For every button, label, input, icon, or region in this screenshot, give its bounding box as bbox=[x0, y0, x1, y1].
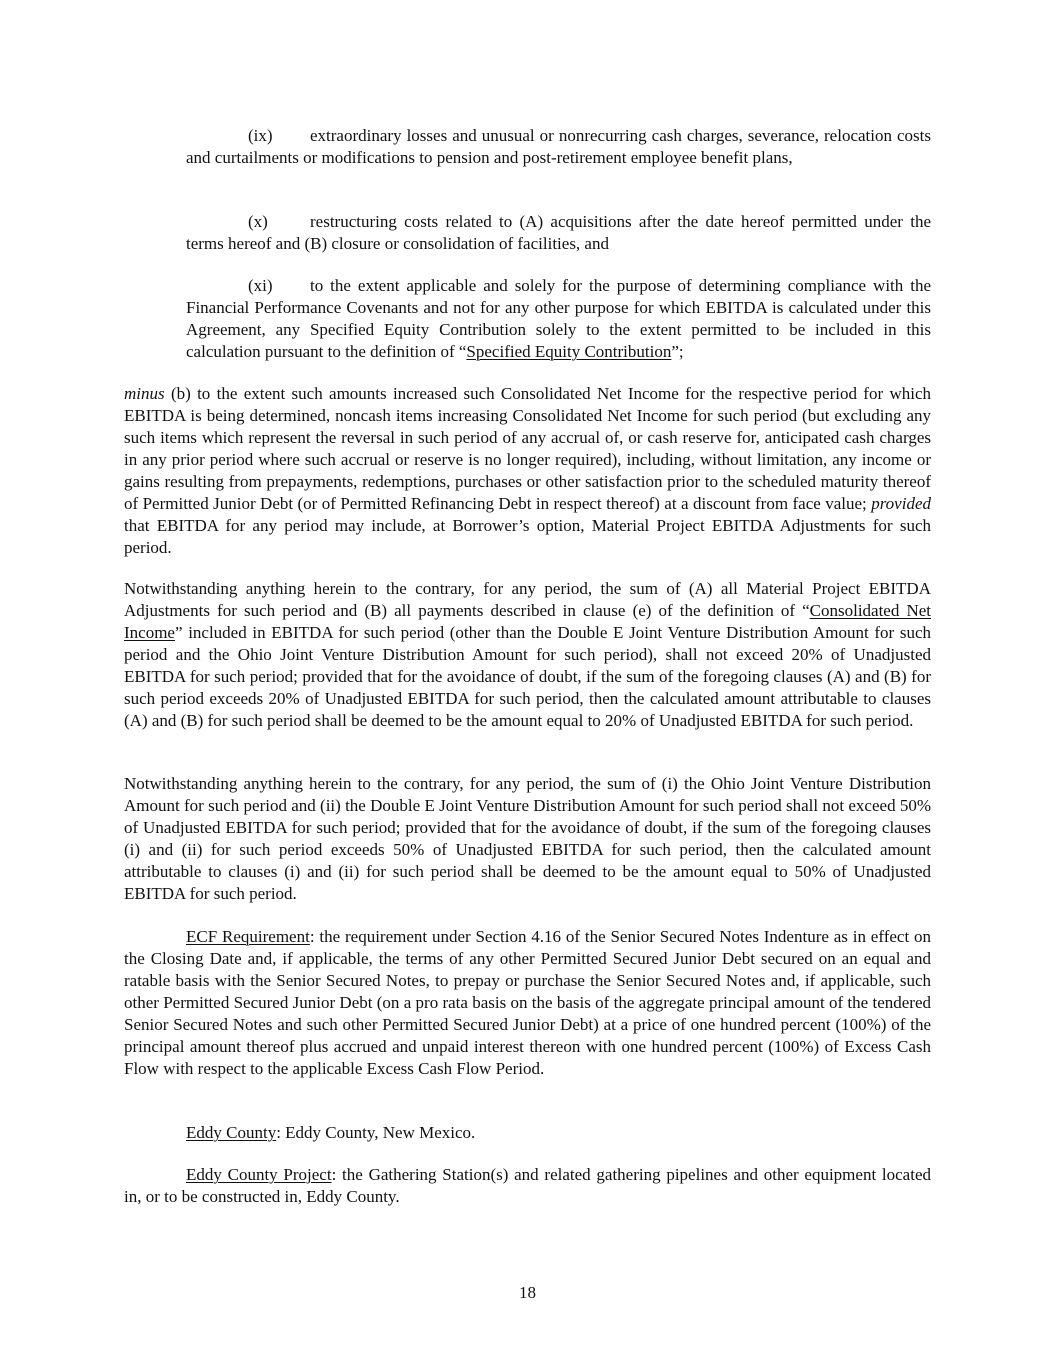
notwithstanding-paragraph-1 bbox=[124, 578, 931, 732]
clause-x bbox=[186, 211, 931, 255]
definition-text: : the Gathering Station(s) and related gathering pipelines and other equipment located in, or to be constructed in, Eddy County. bbox=[124, 1165, 931, 1206]
definition-eddy-county bbox=[124, 1122, 931, 1144]
minus-lead: minus bbox=[124, 384, 165, 403]
paragraph-text: Notwithstanding anything herein to the contrary, for any period, the sum of (A) all Material Project EBITDA Adjustments for such period and (B) all payments described in clause (e) of the definition of “ bbox=[124, 579, 931, 620]
minus-paragraph bbox=[124, 383, 931, 559]
clause-number: (ix) bbox=[248, 126, 273, 145]
clause-number: (xi) bbox=[248, 276, 273, 295]
defined-term: ECF Requirement bbox=[186, 927, 310, 946]
clause-text: to the extent applicable and solely for the purpose of determining compliance with the Financial Performance Covenants and not for any other purpose for which EBITDA is calculated under this Agreement, any Specified Equity Contribution solely to the extent permitted to be included in this calculation pursuant to the definition of “ bbox=[186, 276, 931, 361]
clause-text: extraordinary losses and unusual or nonrecurring cash charges, severance, relocation costs and curtailments or modifications to pension and post-retirement employee benefit plans, bbox=[186, 126, 931, 167]
clause-text: restructuring costs related to (A) acquisitions after the date hereof permitted under the terms hereof and (B) closure or consolidation of facilities, and bbox=[186, 212, 931, 253]
clause-text-end: ”; bbox=[671, 342, 684, 361]
notwithstanding-paragraph-2 bbox=[124, 773, 931, 905]
paragraph-text-end: ” included in EBITDA for such period (other than the Double E Joint Venture Distribution Amount for such period and the Ohio Joint Venture Distribution Amount for such period), shall not exceed 20% of Unadjusted EBITDA for such period; provided that for the avoidance of doubt, if the sum of the foregoing clauses (A) and (B) for such period exceeds 20% of Unadjusted EBITDA for such period, then the calculated amount attributable to clauses (A) and (B) for such period shall be deemed to be the amount equal to 20% of Unadjusted EBITDA for such period. bbox=[124, 623, 931, 730]
page-number: 18 bbox=[519, 1283, 536, 1302]
minus-text: (b) to the extent such amounts increased such Consolidated Net Income for the respective period for which EBITDA is being determined, noncash items increasing Consolidated Net Income for such period (but excluding any such items which represent the reversal in such period of any accrual of, or cash reserve for, anticipated cash charges in any prior period where such accrual or reserve is no longer required), including, without limitation, any income or gains resulting from prepayments, redemptions, purchases or other satisfaction prior to the scheduled maturity thereof of Permitted Junior Debt (or of Permitted Refinancing Debt in respect thereof) at a discount from face value; bbox=[124, 384, 931, 513]
paragraph-text: Notwithstanding anything herein to the contrary, for any period, the sum of (i) the Ohio Joint Venture Distribution Amount for such period and (ii) the Double E Joint Venture Distribution Amount for such period shall not exceed 50% of Unadjusted EBITDA for such period; provided that for the avoidance of doubt, if the sum of the foregoing clauses (i) and (ii) for such period exceeds 50% of Unadjusted EBITDA for such period, then the calculated amount attributable to clauses (i) and (ii) for such period shall be deemed to be the amount equal to 50% of Unadjusted EBITDA for such period. bbox=[124, 774, 931, 903]
minus-text-end: that EBITDA for any period may include, at Borrower’s option, Material Project EBITDA Adjustments for such period. bbox=[124, 516, 931, 557]
defined-term: Eddy County Project bbox=[186, 1165, 332, 1184]
definition-eddy-county-project bbox=[124, 1164, 931, 1208]
defined-term-link: Specified Equity Contribution bbox=[466, 342, 672, 361]
defined-term-link: Consolidated Net Income bbox=[124, 601, 931, 642]
provided-word: provided bbox=[871, 494, 931, 513]
clause-number: (x) bbox=[248, 212, 268, 231]
defined-term: Eddy County bbox=[186, 1123, 277, 1142]
definition-text: : the requirement under Section 4.16 of the Senior Secured Notes Indenture as in effect on the Closing Date and, if applicable, the terms of any other Permitted Secured Junior Debt secured on an equal and ratable basis with the Senior Secured Notes, to prepay or purchase the Senior Secured Notes and, if applicable, such other Permitted Secured Junior Debt (on a pro rata basis on the basis of the aggregate principal amount of the tendered Senior Secured Notes and such other Permitted Secured Junior Debt) at a price of one hundred percent (100%) of the principal amount thereof plus accrued and unpaid interest thereon with one hundred percent (100%) of Excess Cash Flow with respect to the applicable Excess Cash Flow Period. bbox=[124, 927, 931, 1078]
clause-ix bbox=[186, 125, 931, 169]
definition-text: : Eddy County, New Mexico. bbox=[276, 1123, 476, 1142]
clause-xi bbox=[186, 275, 931, 363]
definition-ecf-requirement bbox=[124, 926, 931, 1080]
